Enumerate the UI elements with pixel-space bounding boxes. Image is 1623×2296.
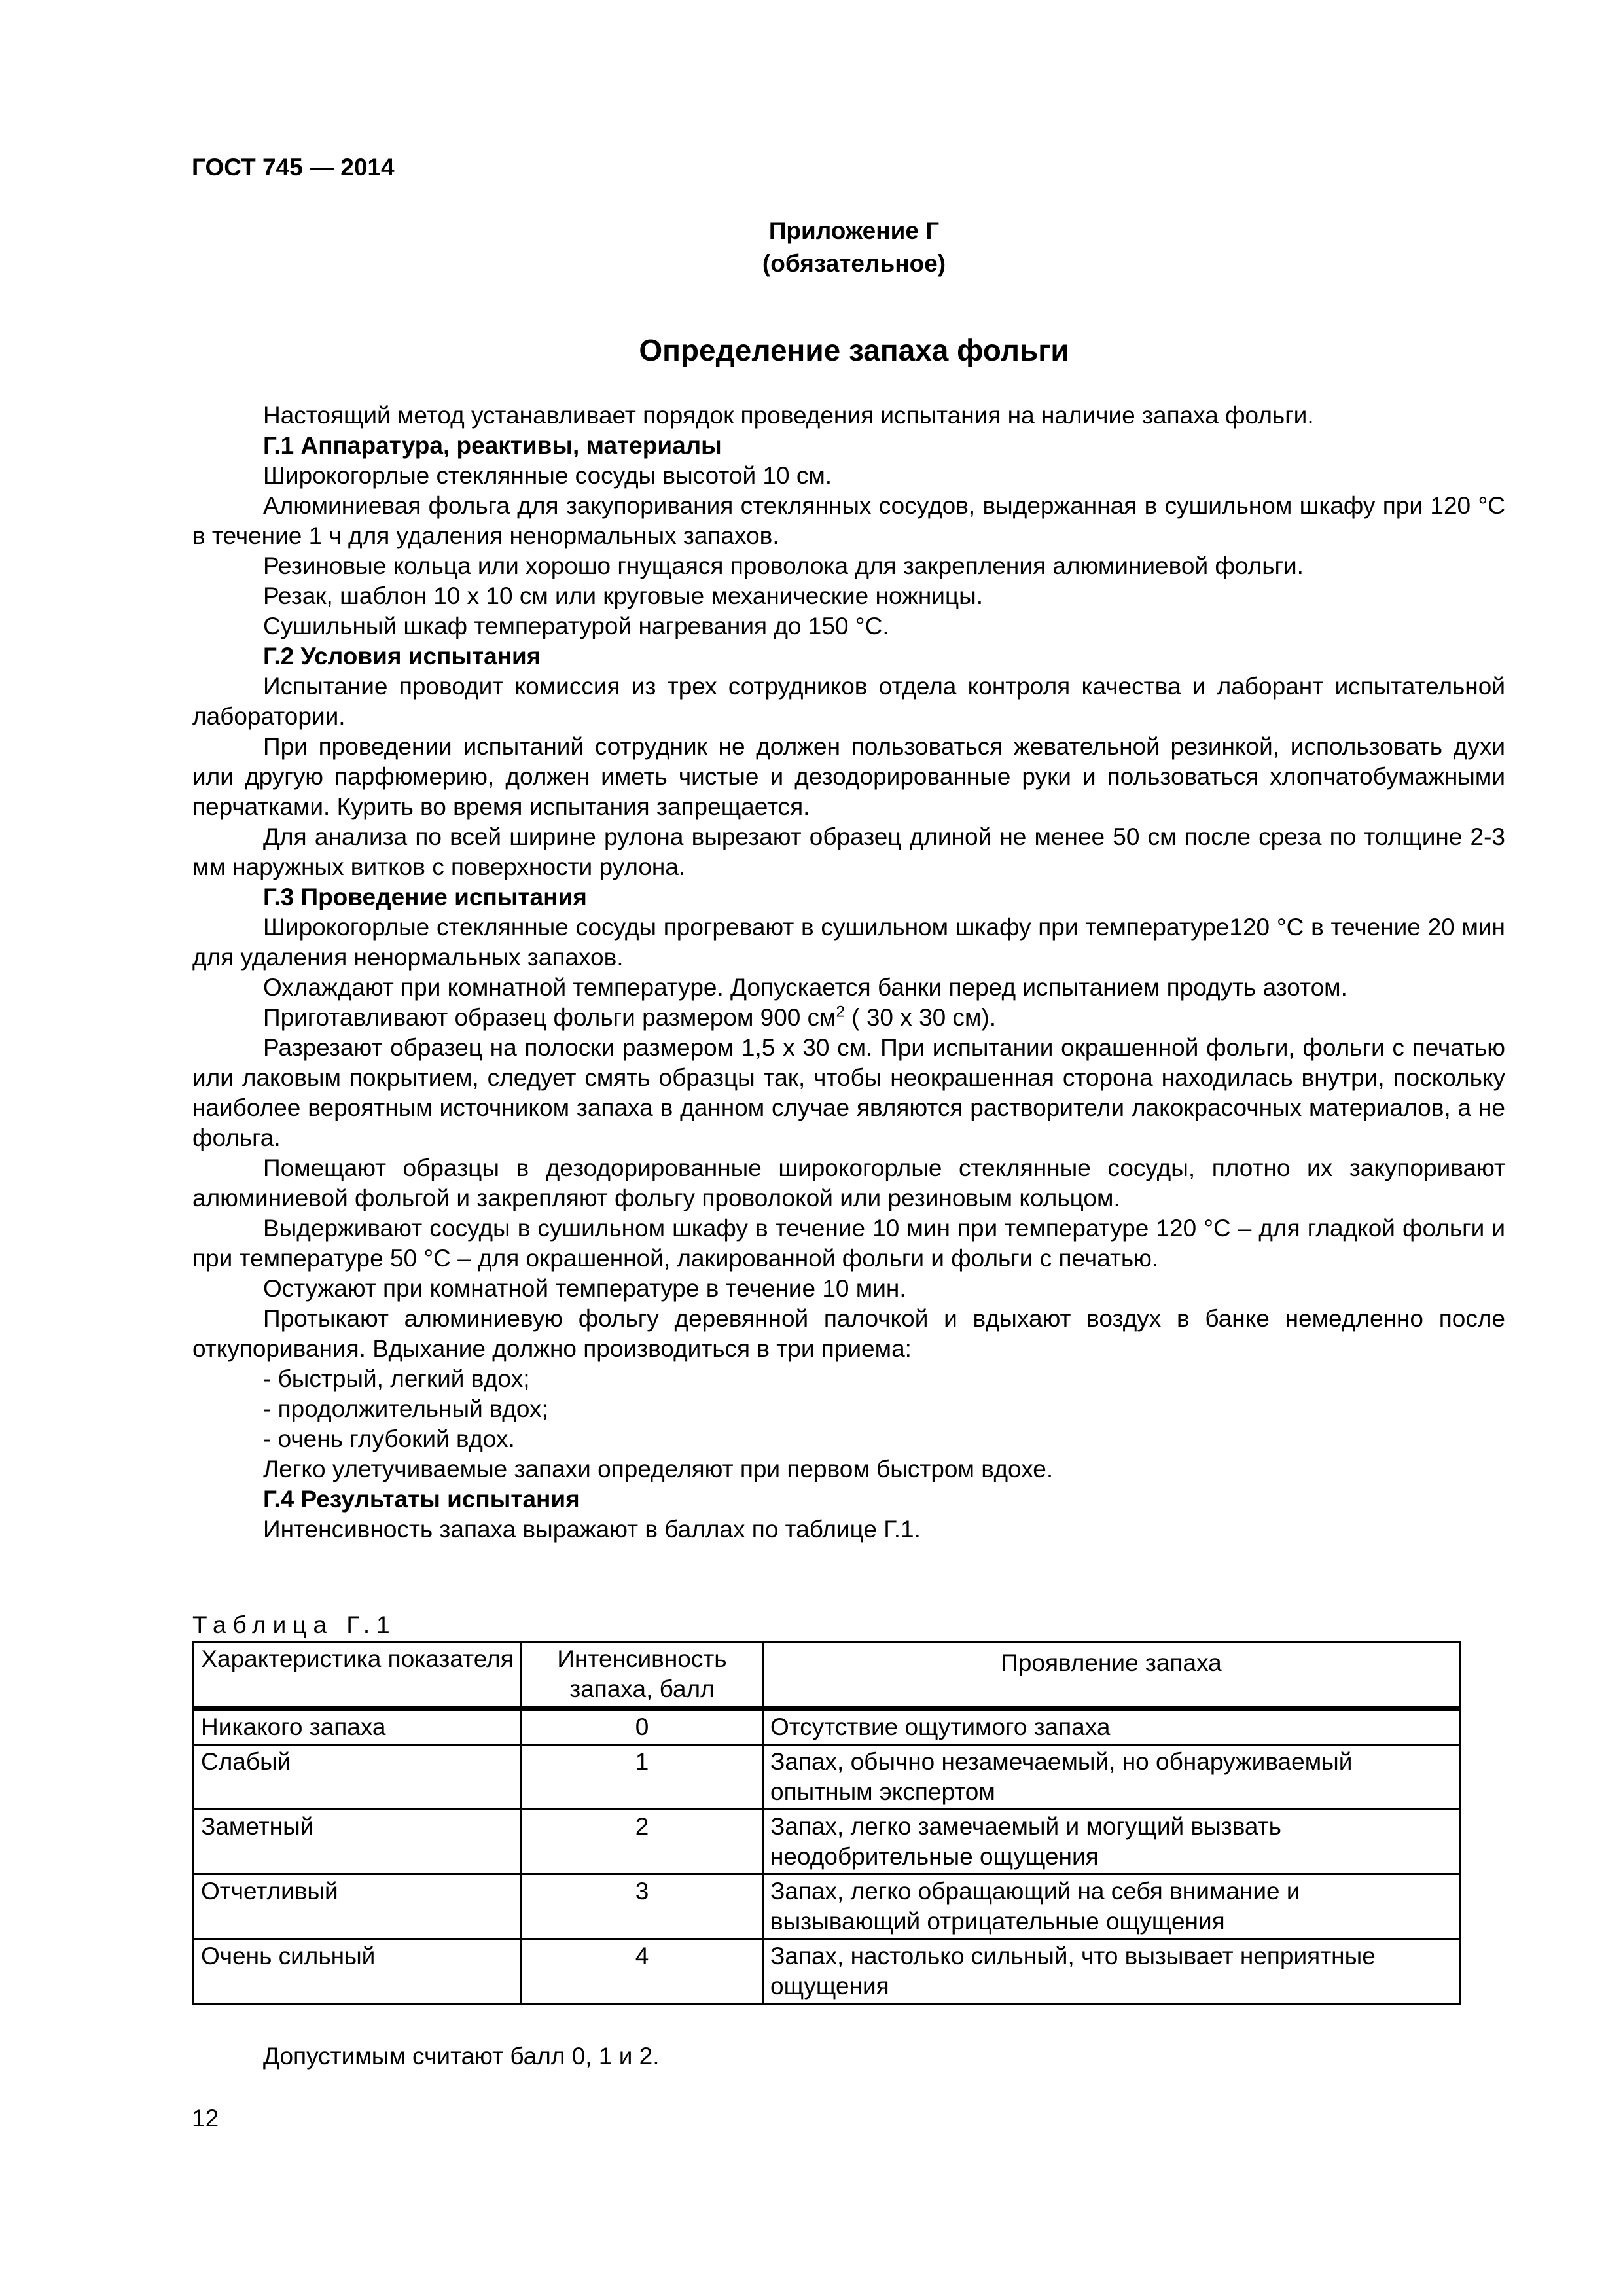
text-run: Приготавливают образец фольги размером 900 см [263, 1004, 836, 1031]
page-title: Определение запаха фольги [639, 333, 1069, 367]
table-caption: Таблица Г.1 [192, 1611, 397, 1638]
list-item: - продолжительный вдох; [263, 1395, 548, 1422]
document-header: ГОСТ 745 — 2014 [192, 154, 395, 181]
paragraph: Алюминиевая фольга для закупоривания стеклянных сосудов, выдержанная в сушильном шкафу при 120 °С в течение 1 ч для удаления ненормальных запахов. [192, 492, 1505, 549]
paragraph: Сушильный шкаф температурой нагревания до 150 °С. [263, 613, 889, 639]
paragraph: Охлаждают при комнатной температуре. Допускается банки перед испытанием продуть азотом. [263, 974, 1347, 1001]
paragraph: Легко улетучиваемые запахи определяют при первом быстром вдохе. [263, 1456, 1054, 1482]
appendix-title: Приложение Г [768, 217, 940, 244]
paragraph: Резак, шаблон 10 х 10 см или круговые механические ножницы. [263, 583, 984, 609]
column-header: Проявление запаха [763, 1642, 1460, 1709]
paragraph: Помещают образцы в дезодорированные широкогорлые стеклянные сосуды, плотно их закупоривают алюминиевой фольгой и закрепляют фольгу проволокой или резиновым кольцом. [192, 1155, 1505, 1211]
paragraph-sample-size [192, 1003, 1505, 1033]
document-body [192, 401, 1505, 1545]
paragraph: Разрезают образец на полоски размером 1,5 х 30 см. При испытании окрашенной фольги, фольги с печатью или лаковым покрытием, следует смять образцы так, чтобы неокрашенная сторона находилась внутри, поскольку наиболее вероятным источником запаха в данном случае являются растворители лакокрасочных материалов, а не фольга. [192, 1034, 1505, 1151]
section-heading-g2: Г.2 Условия испытания [263, 643, 541, 670]
table-cell: Запах, обычно незамечаемый, но обнаруживаемый опытным экспертом [763, 1745, 1460, 1810]
table-cell: 0 [522, 1708, 763, 1745]
paragraph: Испытание проводит комиссия из трех сотрудников отдела контроля качества и лаборант испытательной лаборатории. [192, 673, 1505, 730]
section-heading-g1: Г.1 Аппаратура, реактивы, материалы [263, 432, 722, 459]
table-cell: 4 [522, 1939, 763, 2004]
table-cell: Отсутствие ощутимого запаха [763, 1708, 1460, 1745]
paragraph: Резиновые кольца или хорошо гнущаяся проволока для закрепления алюминиевой фольги. [263, 552, 1304, 579]
table-row [194, 1708, 1460, 1745]
paragraph: При проведении испытаний сотрудник не должен пользоваться жевательной резинкой, использовать духи или другую парфюмерию, должен иметь чистые и дезодорированные руки и пользоваться хлопчатобумажными перчатками. Курить во время испытания запрещается. [192, 733, 1505, 820]
table-cell: Запах, настолько сильный, что вызывает неприятные ощущения [763, 1939, 1460, 2004]
page-number: 12 [192, 2105, 219, 2132]
table-cell: Отчетливый [194, 1874, 522, 1939]
text-run: ( 30 х 30 см). [844, 1004, 997, 1031]
table-cell: Запах, легко замечаемый и могущий вызвать неодобрительные ощущения [763, 1810, 1460, 1874]
superscript: 2 [836, 1003, 845, 1021]
table-cell: 2 [522, 1810, 763, 1874]
table-row [194, 1874, 1460, 1939]
appendix-status: (обязательное) [762, 250, 946, 277]
table-cell: Очень сильный [194, 1939, 522, 2004]
paragraph: Остужают при комнатной температуре в течение 10 мин. [263, 1275, 906, 1302]
appendix-heading [0, 215, 1623, 280]
column-header: Характеристика показателя [194, 1642, 522, 1709]
list-item: - очень глубокий вдох. [263, 1426, 515, 1452]
table-cell: Заметный [194, 1810, 522, 1874]
table-cell: Никакого запаха [194, 1708, 522, 1745]
table-cell: 1 [522, 1745, 763, 1810]
table-row [194, 1810, 1460, 1874]
paragraph: Широкогорлые стеклянные сосуды высотой 10 см. [263, 462, 832, 489]
odor-intensity-table [192, 1641, 1461, 2005]
paragraph: Выдерживают сосуды в сушильном шкафу в течение 10 мин при температуре 120 °С – для гладкой фольги и при температуре 50 °С – для окрашенной, лакированной фольги и фольги с печатью. [192, 1215, 1505, 1272]
list-item: - быстрый, легкий вдох; [263, 1365, 530, 1392]
table-row [194, 1939, 1460, 2004]
section-heading-g4: Г.4 Результаты испытания [263, 1486, 580, 1513]
paragraph: Интенсивность запаха выражают в баллах по таблице Г.1. [263, 1516, 921, 1543]
column-header: Интенсивность запаха, балл [522, 1642, 763, 1709]
intro-paragraph: Настоящий метод устанавливает порядок проведения испытания на наличие запаха фольги. [263, 402, 1314, 429]
acceptance-note: Допустимым считают балл 0, 1 и 2. [263, 2043, 660, 2070]
table-row [194, 1745, 1460, 1810]
paragraph: Широкогорлые стеклянные сосуды прогревают в сушильном шкафу при температуре120 °С в течение 20 мин для удаления ненормальных запахов. [192, 914, 1505, 971]
table-cell: 3 [522, 1874, 763, 1939]
table-cell: Слабый [194, 1745, 522, 1810]
paragraph: Протыкают алюминиевую фольгу деревянной палочкой и вдыхают воздух в банке немедленно после откупоривания. Вдыхание должно производиться в три приема: [192, 1305, 1505, 1362]
paragraph: Для анализа по всей ширине рулона вырезают образец длиной не менее 50 см после среза по толщине 2-3 мм наружных витков с поверхности рулона. [192, 823, 1505, 880]
section-heading-g3: Г.3 Проведение испытания [263, 884, 587, 910]
table-cell: Запах, легко обращающий на себя внимание и вызывающий отрицательные ощущения [763, 1874, 1460, 1939]
table-header-row [194, 1642, 1460, 1709]
